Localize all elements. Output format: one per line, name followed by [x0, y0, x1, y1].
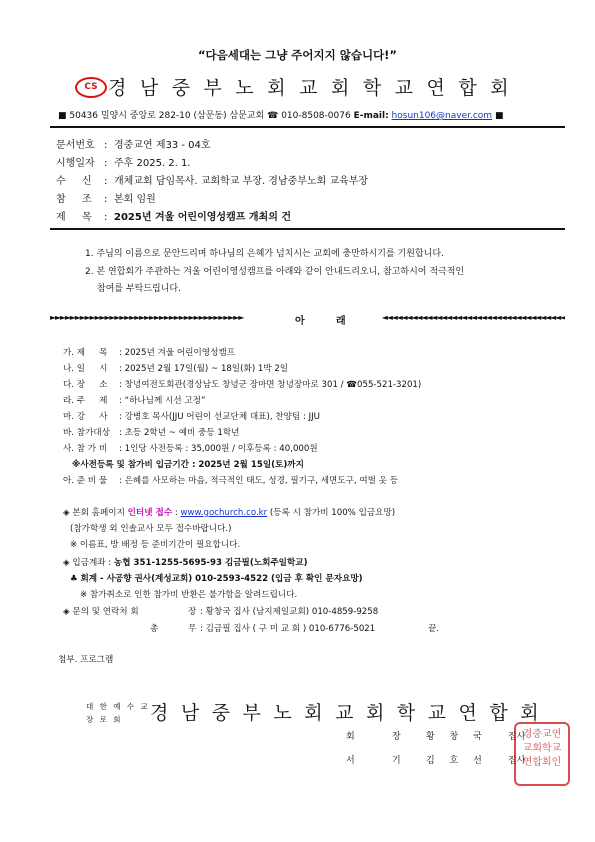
- slogan: “다음세대는 그냥 주어지지 않습니다!”: [197, 48, 397, 62]
- item-fee: [63, 442, 318, 454]
- org-title: 경남중부노회교회학교연합회: [108, 77, 523, 99]
- item-label: 바. 참가대상: [63, 428, 110, 438]
- deadline-note: [72, 458, 304, 470]
- item-value: : 창녕여전도회관(경상남도 창녕군 장마면 창녕장마로 301 / ☎055-521-3201): [119, 380, 422, 390]
- treasurer-text: 회계 - 사공향 권사(계성교회) 010-2593-4522 (입금 후 확인 문자요망): [80, 574, 363, 584]
- email-label: E-mail:: [353, 111, 389, 121]
- meta-subject: 제 목 : 2025년 겨울 어린이영성캠프 개최의 건: [56, 208, 291, 223]
- stamp-line: 연합회인: [522, 757, 562, 768]
- item-title: [63, 346, 235, 358]
- sig-name: 황 창 국: [426, 732, 488, 742]
- end-mark: 끝.: [428, 624, 440, 634]
- meta-value: 주후 2025. 2. 1.: [114, 158, 191, 169]
- contact-label: ◈ 문의 및 연락처 회: [63, 607, 139, 617]
- official-seal-stamp: [514, 722, 570, 786]
- payment-account: [63, 556, 308, 568]
- sig-title: 집사: [508, 732, 526, 742]
- registration-note-2: ※ 이름표, 방 배정 등 준비기간이 필요합니다.: [70, 540, 241, 550]
- meta-label: 수 신: [56, 176, 92, 187]
- signature-secretary: [346, 753, 525, 766]
- item-value: : 초등 2학년 ~ 예비 중등 1학년: [119, 428, 240, 438]
- contact-value-2: : 김금필 집사 ( 구 미 교 회 ) 010-6776-5021: [200, 624, 376, 634]
- footer-org-title: 경남중부노회교회학교연합회: [150, 702, 552, 724]
- contact-lead-2: 총: [150, 624, 159, 634]
- item-date: [63, 362, 288, 374]
- item-label: 다. 장 소: [63, 380, 108, 390]
- item-value: : 강병호 목사(JJU 어린이 선교단체 대표), 찬양팀 : JJU: [119, 412, 320, 422]
- refund-note: ※ 참가취소로 인한 참가비 반환은 불가함을 알려드립니다.: [80, 590, 298, 600]
- sig-role-2: 장: [392, 732, 401, 742]
- meta-value: 개체교회 담임목사. 교회학교 부장. 경남중부노회 교육부장: [114, 176, 369, 187]
- denomination-line-1: 대 한 예 수 교: [86, 702, 150, 711]
- paragraph-1: 1. 주님의 이름으로 문안드리며 하나님의 은혜가 넘치시는 교회에 충만하시기를 기원합니다.: [85, 249, 444, 259]
- meta-label: 제 목: [56, 212, 92, 223]
- contact-role-2: 무: [188, 624, 197, 634]
- sig-title: 집사: [508, 756, 526, 766]
- payment-label: ◈ 입금계좌 :: [63, 558, 112, 568]
- stamp-line: 경중교연: [522, 729, 562, 740]
- denomination-line-2: 장 로 회: [86, 715, 123, 724]
- address-line: [58, 108, 503, 121]
- sig-role: 서: [346, 756, 355, 766]
- registration-line: [63, 506, 395, 518]
- meta-recipient: 수 신 : 개체교회 담임목사. 교회학교 부장. 경남중부노회 교육부장: [56, 172, 368, 187]
- stamp-line: 교회학교: [522, 743, 562, 754]
- contact-value-1: : 황창국 집사 (남지제일교회) 010-4859-9258: [200, 607, 379, 617]
- address-end-mark: ■: [494, 111, 504, 121]
- phone-number: 010-8508-0076: [281, 111, 351, 121]
- attachment: 첨부. 프로그램: [58, 655, 114, 665]
- registration-tail: (등록 시 참가비 100% 입금요망): [269, 508, 396, 518]
- item-value: : 2025년 2월 17일(월) ~ 18일(화) 1박 2일: [119, 364, 289, 374]
- item-value: : 1인당 사전등록 : 35,000원 / 이후등록 : 40,000원: [119, 444, 318, 454]
- item-label: 마. 강 사: [63, 412, 108, 422]
- divider-label-a: 아: [293, 313, 307, 325]
- sig-name: 김 호 선: [426, 756, 488, 766]
- item-label: 가. 제 목: [63, 348, 108, 358]
- club-icon: ♣: [70, 574, 78, 584]
- header-rule: [50, 126, 565, 128]
- homepage-link[interactable]: www.gochurch.co.kr: [180, 508, 268, 518]
- arrows-left-pointing: ◄◄◄◄◄◄◄◄◄◄◄◄◄◄◄◄◄◄◄◄◄◄◄◄◄◄◄◄◄◄◄◄◄◄◄◄◄: [381, 313, 565, 322]
- registration-note-1: (참가학생 외 인솔교사 모두 접수바랍니다.): [70, 524, 232, 534]
- email-link[interactable]: hosun106@naver.com: [391, 111, 493, 121]
- contact-role-1: 장: [188, 607, 197, 617]
- meta-reference: 참 조 : 본회 임원: [56, 190, 156, 205]
- item-supplies: [63, 474, 398, 486]
- item-speaker: [63, 410, 320, 422]
- sig-role: 회: [346, 732, 355, 742]
- meta-label: 문서번호: [56, 140, 95, 151]
- item-label: 나. 일 시: [63, 364, 108, 374]
- online-registration-label: 인터넷 접수: [127, 508, 173, 518]
- item-place: [63, 378, 421, 390]
- arrows-right-pointing: ►►►►►►►►►►►►►►►►►►►►►►►►►►►►►►►►►►►►►►►: [50, 313, 244, 322]
- paragraph-2: 2. 본 연합회가 주관하는 겨울 어린이영성캠프를 아래와 같이 안내드리오니, 참고하시어 적극적인: [85, 267, 465, 277]
- address-text: ■ 50436 밀양시 중앙로 282-10 (삼문동) 삼문교회: [58, 111, 265, 121]
- signature-president: [346, 729, 525, 742]
- registration-lead: ◈ 본회 홈페이지: [63, 508, 125, 518]
- denomination-label: [86, 700, 150, 726]
- meta-label: 참 조: [56, 194, 92, 205]
- item-label: 아. 준 비 물: [63, 476, 108, 486]
- sig-role-2: 기: [392, 756, 401, 766]
- item-value: : 은혜를 사모하는 마음, 적극적인 태도, 성경, 필기구, 세면도구, 여벌 옷 등: [119, 476, 399, 486]
- meta-value: 본회 임원: [114, 194, 156, 205]
- item-value: : 2025년 겨울 어린이영성캠프: [119, 348, 235, 358]
- deadline-text: ※사전등록 및 참가비 입금기간 : 2025년 2월 15일(토)까지: [72, 460, 304, 470]
- item-value: : “하나님께 시선 고정”: [119, 396, 206, 406]
- org-logo: CS: [75, 77, 107, 98]
- registration-colon: :: [174, 508, 178, 518]
- meta-value: 경중교연 제33 - 04호: [114, 140, 211, 151]
- item-label: 라. 주 제: [63, 396, 108, 406]
- payment-account-number: 농협 351-1255-5695-93 김금필(노회주일학교): [113, 558, 308, 568]
- notice-divider: [50, 313, 565, 325]
- divider-label-b: 래: [334, 313, 348, 325]
- meta-doc-number: 문서번호 : 경중교연 제33 - 04호: [56, 136, 211, 151]
- item-label: 사. 참 가 비: [63, 444, 108, 454]
- meta-label: 시행일자: [56, 158, 95, 169]
- meta-date: 시행일자 : 주후 2025. 2. 1.: [56, 154, 191, 169]
- subject-rule: [50, 228, 565, 230]
- item-theme: [63, 394, 205, 406]
- meta-value: 2025년 겨울 어린이영성캠프 개최의 건: [114, 212, 291, 223]
- treasurer-line: [70, 572, 363, 584]
- paragraph-2-cont: 참여를 부탁드립니다.: [97, 284, 181, 294]
- phone-icon: ☎: [267, 111, 279, 121]
- item-target: [63, 426, 239, 438]
